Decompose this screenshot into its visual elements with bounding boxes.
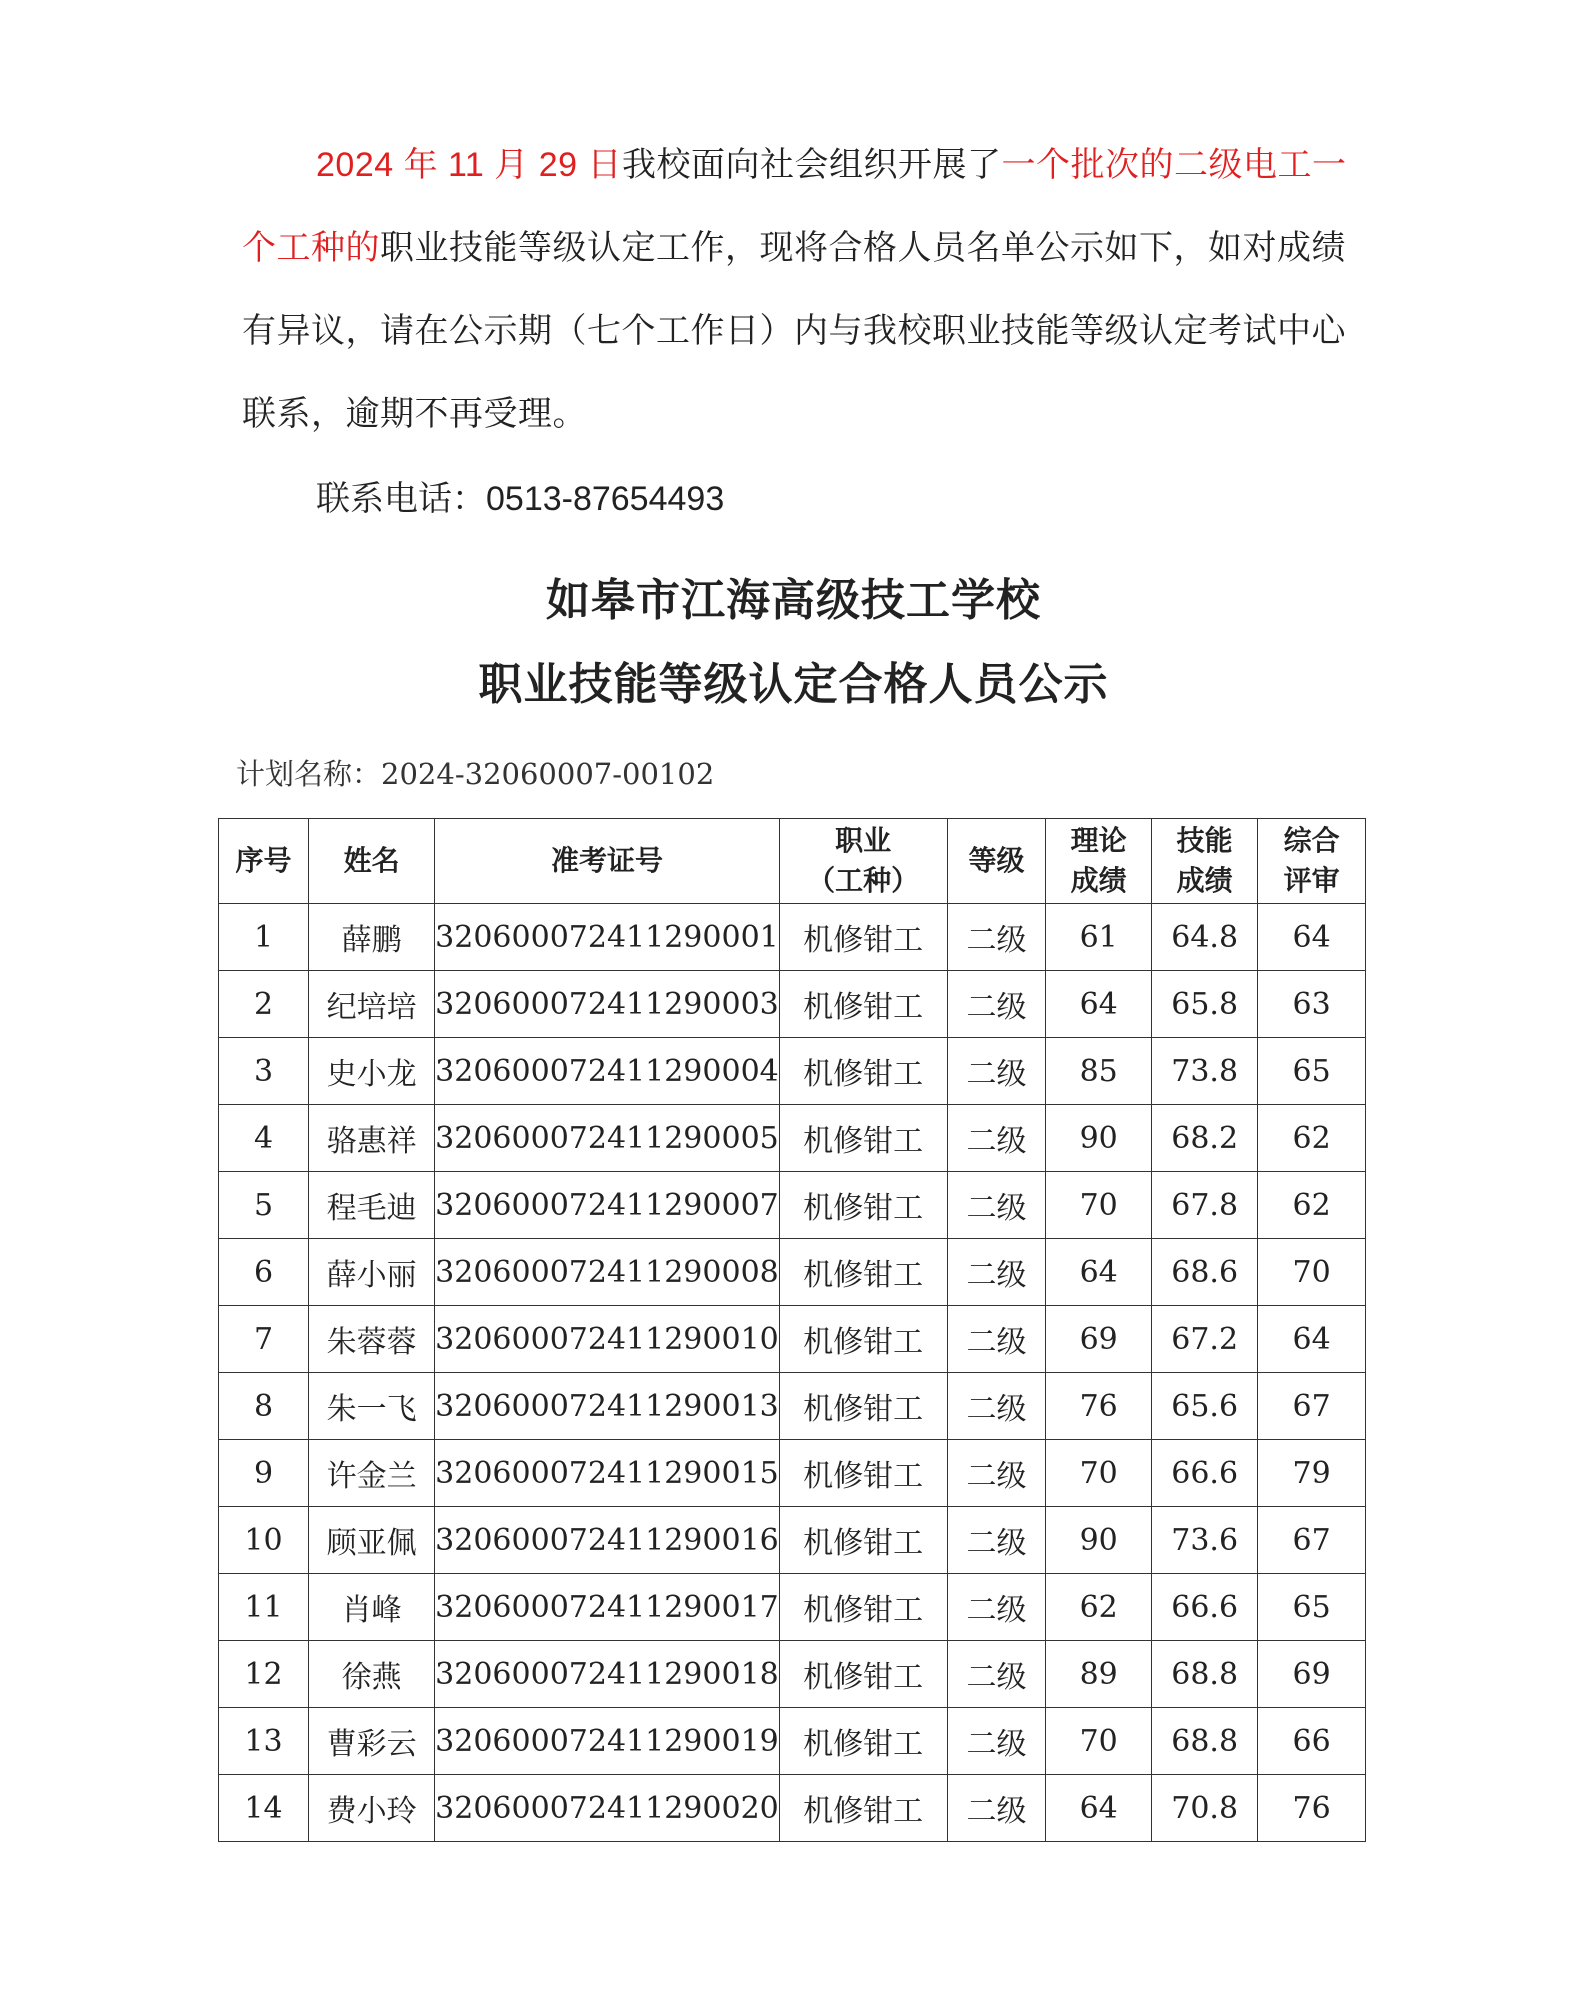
cell-name: 朱一飞 <box>309 1373 435 1440</box>
cell-seq: 3 <box>219 1038 309 1105</box>
cell-overall: 79 <box>1258 1440 1366 1507</box>
cell-skill: 68.6 <box>1152 1239 1258 1306</box>
cell-seq: 6 <box>219 1239 309 1306</box>
cell-name: 程毛迪 <box>309 1172 435 1239</box>
header-job-line2: （工种） <box>807 864 920 897</box>
table-row <box>219 1105 1366 1172</box>
cell-job: 机修钳工 <box>779 1172 947 1239</box>
cell-overall: 64 <box>1258 1306 1366 1373</box>
contact-phone: 0513-87654493 <box>486 480 725 518</box>
cell-overall: 64 <box>1258 904 1366 971</box>
cell-level: 二级 <box>947 1172 1046 1239</box>
cell-skill: 68.2 <box>1152 1105 1258 1172</box>
cell-skill: 65.6 <box>1152 1373 1258 1440</box>
cell-level: 二级 <box>947 1105 1046 1172</box>
cell-seq: 11 <box>219 1574 309 1641</box>
cell-name: 薛鹏 <box>309 904 435 971</box>
cell-theory: 70 <box>1046 1440 1152 1507</box>
cell-theory: 64 <box>1046 1239 1152 1306</box>
cell-overall: 65 <box>1258 1574 1366 1641</box>
table-row <box>219 1172 1366 1239</box>
cell-overall: 67 <box>1258 1373 1366 1440</box>
header-job <box>779 819 947 904</box>
table-row <box>219 1507 1366 1574</box>
table-row <box>219 904 1366 971</box>
cell-seq: 12 <box>219 1641 309 1708</box>
cell-job: 机修钳工 <box>779 1641 947 1708</box>
cell-theory: 61 <box>1046 904 1152 971</box>
cell-cert: 320600072411290005 <box>435 1105 780 1172</box>
header-theory-line2: 成绩 <box>1070 864 1127 897</box>
header-overall-line2: 评审 <box>1283 864 1340 897</box>
header-skill-line1: 技能 <box>1176 824 1233 857</box>
table-row <box>219 1708 1366 1775</box>
header-level: 等级 <box>947 819 1046 904</box>
table-row <box>219 1373 1366 1440</box>
cell-level: 二级 <box>947 1038 1046 1105</box>
cell-cert: 320600072411290019 <box>435 1708 780 1775</box>
cell-theory: 85 <box>1046 1038 1152 1105</box>
table-row <box>219 1239 1366 1306</box>
cell-theory: 89 <box>1046 1641 1152 1708</box>
cell-theory: 70 <box>1046 1708 1152 1775</box>
qualified-personnel-table <box>218 818 1366 1842</box>
cell-cert: 320600072411290017 <box>435 1574 780 1641</box>
cell-level: 二级 <box>947 1775 1046 1842</box>
cell-overall: 67 <box>1258 1507 1366 1574</box>
cell-level: 二级 <box>947 1641 1046 1708</box>
cell-seq: 1 <box>219 904 309 971</box>
cell-job: 机修钳工 <box>779 1574 947 1641</box>
cell-name: 史小龙 <box>309 1038 435 1105</box>
cell-name: 薛小丽 <box>309 1239 435 1306</box>
cell-job: 机修钳工 <box>779 1440 947 1507</box>
header-name: 姓名 <box>309 819 435 904</box>
cell-overall: 65 <box>1258 1038 1366 1105</box>
cell-seq: 13 <box>219 1708 309 1775</box>
notice-batch: 一个批次的二级电工一个工种的 <box>242 145 1347 268</box>
plan-label: 计划名称： <box>236 757 382 791</box>
cell-level: 二级 <box>947 1507 1046 1574</box>
cell-skill: 66.6 <box>1152 1574 1258 1641</box>
notice-text-1: 我校面向社会组织开展了 <box>621 145 1002 185</box>
cell-cert: 320600072411290001 <box>435 904 780 971</box>
cell-job: 机修钳工 <box>779 1105 947 1172</box>
title-notice: 职业技能等级认定合格人员公示 <box>478 659 1109 710</box>
cell-skill: 73.6 <box>1152 1507 1258 1574</box>
header-cert: 准考证号 <box>435 819 780 904</box>
cell-name: 顾亚佩 <box>309 1507 435 1574</box>
plan-name <box>236 752 714 793</box>
notice-paragraph <box>242 124 1352 456</box>
cell-cert: 320600072411290018 <box>435 1641 780 1708</box>
table-row <box>219 1038 1366 1105</box>
cell-theory: 64 <box>1046 971 1152 1038</box>
cell-level: 二级 <box>947 1306 1046 1373</box>
cell-overall: 62 <box>1258 1172 1366 1239</box>
cell-job: 机修钳工 <box>779 1239 947 1306</box>
cell-level: 二级 <box>947 904 1046 971</box>
table-row <box>219 1306 1366 1373</box>
cell-seq: 14 <box>219 1775 309 1842</box>
cell-cert: 320600072411290004 <box>435 1038 780 1105</box>
header-theory-line1: 理论 <box>1070 824 1127 857</box>
cell-seq: 8 <box>219 1373 309 1440</box>
cell-level: 二级 <box>947 1574 1046 1641</box>
cell-job: 机修钳工 <box>779 1708 947 1775</box>
table-row <box>219 1440 1366 1507</box>
cell-job: 机修钳工 <box>779 971 947 1038</box>
cell-level: 二级 <box>947 971 1046 1038</box>
table-row <box>219 1574 1366 1641</box>
cell-job: 机修钳工 <box>779 1373 947 1440</box>
cell-theory: 70 <box>1046 1172 1152 1239</box>
header-seq: 序号 <box>219 819 309 904</box>
cell-skill: 66.6 <box>1152 1440 1258 1507</box>
cell-overall: 69 <box>1258 1641 1366 1708</box>
cell-cert: 320600072411290008 <box>435 1239 780 1306</box>
cell-cert: 320600072411290013 <box>435 1373 780 1440</box>
cell-seq: 10 <box>219 1507 309 1574</box>
notice-text-2: 职业技能等级认定工作，现将合格人员名单公示如下，如对成绩有异议，请在公示期（七个工作日）内与我校职业技能等级认定考试中心联系，逾期不再受理。 <box>242 228 1346 434</box>
cell-theory: 90 <box>1046 1507 1152 1574</box>
cell-theory: 62 <box>1046 1574 1152 1641</box>
table-header-row <box>219 819 1366 904</box>
notice-date: 2024 年 11 月 29 日 <box>316 146 622 184</box>
cell-cert: 320600072411290020 <box>435 1775 780 1842</box>
cell-name: 费小玲 <box>309 1775 435 1842</box>
cell-overall: 66 <box>1258 1708 1366 1775</box>
cell-level: 二级 <box>947 1239 1046 1306</box>
cell-job: 机修钳工 <box>779 1507 947 1574</box>
cell-cert: 320600072411290003 <box>435 971 780 1038</box>
cell-theory: 90 <box>1046 1105 1152 1172</box>
cell-overall: 70 <box>1258 1239 1366 1306</box>
cell-seq: 9 <box>219 1440 309 1507</box>
table-row <box>219 1775 1366 1842</box>
cell-cert: 320600072411290007 <box>435 1172 780 1239</box>
contact-line <box>316 458 724 541</box>
header-skill <box>1152 819 1258 904</box>
cell-skill: 64.8 <box>1152 904 1258 971</box>
cell-seq: 2 <box>219 971 309 1038</box>
cell-skill: 70.8 <box>1152 1775 1258 1842</box>
cell-theory: 69 <box>1046 1306 1152 1373</box>
cell-skill: 67.2 <box>1152 1306 1258 1373</box>
cell-seq: 7 <box>219 1306 309 1373</box>
cell-name: 朱蓉蓉 <box>309 1306 435 1373</box>
plan-value: 2024-32060007-00102 <box>381 757 715 791</box>
cell-cert: 320600072411290010 <box>435 1306 780 1373</box>
cell-name: 曹彩云 <box>309 1708 435 1775</box>
cell-level: 二级 <box>947 1373 1046 1440</box>
cell-name: 许金兰 <box>309 1440 435 1507</box>
table-row <box>219 1641 1366 1708</box>
cell-job: 机修钳工 <box>779 1038 947 1105</box>
cell-name: 徐燕 <box>309 1641 435 1708</box>
header-skill-line2: 成绩 <box>1176 864 1233 897</box>
table-row <box>219 971 1366 1038</box>
cell-theory: 64 <box>1046 1775 1152 1842</box>
cell-level: 二级 <box>947 1440 1046 1507</box>
cell-cert: 320600072411290016 <box>435 1507 780 1574</box>
cell-skill: 68.8 <box>1152 1641 1258 1708</box>
header-job-line1: 职业 <box>835 824 892 857</box>
cell-seq: 5 <box>219 1172 309 1239</box>
contact-label: 联系电话： <box>316 479 486 519</box>
cell-skill: 68.8 <box>1152 1708 1258 1775</box>
cell-job: 机修钳工 <box>779 1306 947 1373</box>
cell-name: 骆惠祥 <box>309 1105 435 1172</box>
cell-seq: 4 <box>219 1105 309 1172</box>
cell-level: 二级 <box>947 1708 1046 1775</box>
header-theory <box>1046 819 1152 904</box>
cell-job: 机修钳工 <box>779 904 947 971</box>
cell-theory: 76 <box>1046 1373 1152 1440</box>
header-overall-line1: 综合 <box>1283 824 1340 857</box>
header-overall <box>1258 819 1366 904</box>
title-school: 如皋市江海高级技工学校 <box>546 575 1041 626</box>
cell-job: 机修钳工 <box>779 1775 947 1842</box>
cell-cert: 320600072411290015 <box>435 1440 780 1507</box>
cell-skill: 73.8 <box>1152 1038 1258 1105</box>
cell-skill: 65.8 <box>1152 971 1258 1038</box>
cell-skill: 67.8 <box>1152 1172 1258 1239</box>
cell-name: 肖峰 <box>309 1574 435 1641</box>
cell-overall: 62 <box>1258 1105 1366 1172</box>
cell-overall: 63 <box>1258 971 1366 1038</box>
cell-overall: 76 <box>1258 1775 1366 1842</box>
cell-name: 纪培培 <box>309 971 435 1038</box>
